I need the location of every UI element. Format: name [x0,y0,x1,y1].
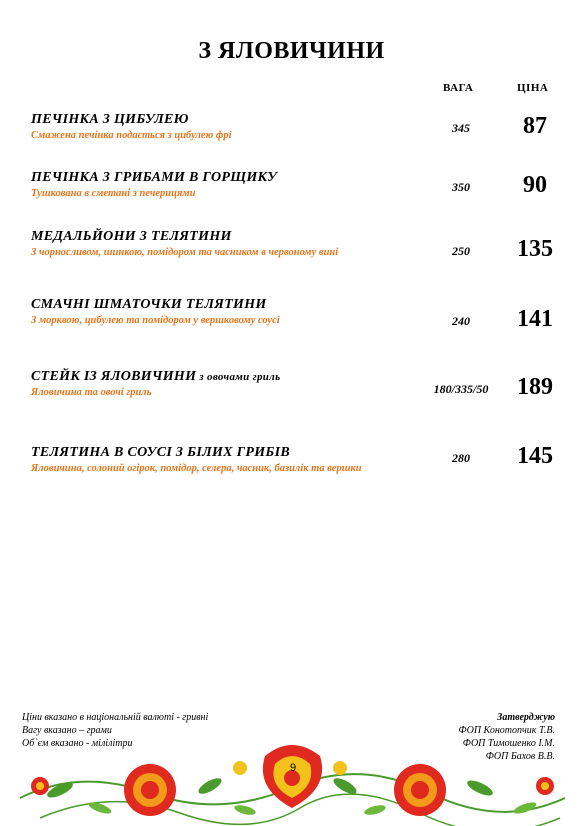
footer-note: Ціни вказано в національній валюті - гривні [22,712,209,723]
item-name-text: СМАЧНІ ШМАТОЧКИ ТЕЛЯТИНИ [31,297,267,312]
item-price: 90 [523,172,547,198]
item-description: Смажена печінка подається з цибулею фрі [31,130,232,141]
item-price: 87 [523,113,547,139]
menu-item-veal-mushroom-sauce [31,445,411,476]
item-description: Яловичина та овочі гриль [31,387,152,398]
item-name-text: ПЕЧІНКА З ГРИБАМИ В ГОРЩИКУ [31,170,278,185]
page-number: 9 [289,762,297,774]
item-weight: 240 [452,314,470,328]
item-name [31,297,411,313]
signatory: ФОП Бахов В.В. [485,751,555,762]
item-price: 141 [517,306,553,332]
signatory: ФОП Конотопчик Т.В. [458,725,555,736]
item-description: Яловичина, солоний огірок, помідор, селера, часник, базилік та вершки [31,463,362,474]
item-name-text: МЕДАЛЬЙОНИ З ТЕЛЯТИНИ [31,229,232,244]
menu-item-liver-onion [31,112,411,143]
item-name [31,170,411,186]
item-weight: 345 [452,121,470,135]
item-name [31,445,411,461]
menu-item-veal-medallions [31,229,411,260]
item-price: 135 [517,236,553,262]
item-price: 145 [517,443,553,469]
footer-note: Об`єм вказано - мілілітри [22,738,133,749]
item-description: З чорносливом, шинкою, помідором та часником в червоному вині [31,247,339,258]
item-weight: 350 [452,180,470,194]
item-name [31,112,411,128]
approve-label: Затверджую [497,712,555,723]
item-name-text: ПЕЧІНКА З ЦИБУЛЕЮ [31,112,189,127]
menu-item-liver-mushrooms [31,170,411,201]
item-name-suffix: з овочами гриль [196,371,281,383]
column-header-weight: ВАГА [443,82,474,94]
item-name-text: СТЕЙК ІЗ ЯЛОВИЧИНИ [31,369,197,384]
column-header-price: ЦІНА [517,82,549,94]
footer-note: Вагу вказано – грами [22,725,112,736]
item-name-text: ТЕЛЯТИНА В СОУСІ З БІЛИХ ГРИБІВ [31,445,290,460]
page-title: З ЯЛОВИЧИНИ [198,38,385,64]
item-price: 189 [517,374,553,400]
item-weight: 180/335/50 [433,382,489,396]
menu-item-beef-steak [31,369,411,400]
floral-ornament-icon [0,738,583,826]
item-name [31,369,411,385]
signatory: ФОП Тимошенко І.М. [462,738,555,749]
item-description: З морквою, цибулею та помідором у вершковому соусі [31,315,280,326]
item-weight: 250 [452,244,470,258]
item-weight: 280 [452,451,470,465]
item-name [31,229,411,245]
item-description: Тушкована в сметані з печерицями [31,188,196,199]
menu-item-veal-pieces [31,297,411,328]
